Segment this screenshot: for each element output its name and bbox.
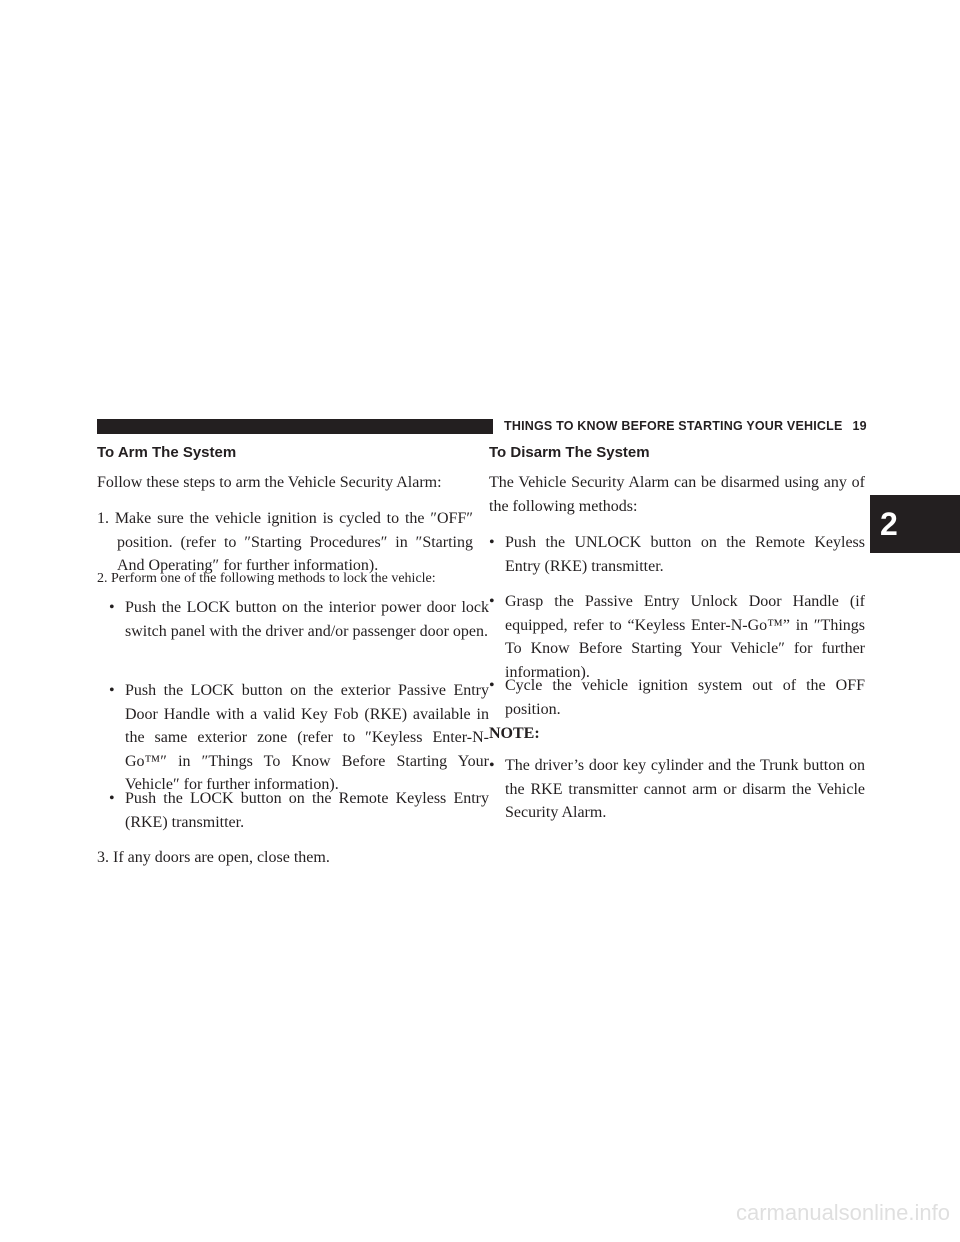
bullet-icon: • xyxy=(109,599,115,616)
page-number: 19 xyxy=(852,419,867,433)
bullet-icon: • xyxy=(109,682,115,699)
disarm-intro: The Vehicle Security Alarm can be disarmed using any of the following methods: xyxy=(489,474,865,515)
bullet-icon: • xyxy=(489,677,495,694)
bullet-icon: • xyxy=(489,593,495,610)
disarm-bullet-3 xyxy=(489,674,865,721)
header-rule xyxy=(97,419,493,434)
header-title: THINGS TO KNOW BEFORE STARTING YOUR VEHICLE xyxy=(504,419,843,433)
arm-bullet-2-text: Push the LOCK button on the exterior Passive Entry Door Handle with a valid Key Fob (RKE) available in the same exterior zone (refer to ″Keyless Enter-N-Go™″ in ″Things To Know Before Starting Your Vehicle″ for further information). xyxy=(125,682,489,793)
running-header xyxy=(504,418,867,435)
arm-bullet-1 xyxy=(109,596,489,643)
note-bullet-1-text: The driver’s door key cylinder and the Trunk button on the RKE transmitter cannot arm or disarm the Vehicle Security Alarm. xyxy=(505,757,865,821)
disarm-bullet-2-text: Grasp the Passive Entry Unlock Door Handle (if equipped, refer to “Keyless Enter-N-Go™” in ″Things To Know Before Starting Your Vehicle″ for further information). xyxy=(505,593,865,681)
disarm-bullet-1 xyxy=(489,531,865,578)
bullet-icon: • xyxy=(489,534,495,551)
bullet-icon: • xyxy=(109,790,115,807)
arm-intro: Follow these steps to arm the Vehicle Security Alarm: xyxy=(97,474,442,491)
disarm-bullet-3-text: Cycle the vehicle ignition system out of the OFF position. xyxy=(505,677,865,718)
note-bullet-1 xyxy=(489,754,865,825)
arm-step-2: 2. Perform one of the following methods to lock the vehicle: xyxy=(97,571,436,586)
note-label: NOTE: xyxy=(489,725,540,742)
bullet-icon: • xyxy=(489,757,495,774)
arm-bullet-2 xyxy=(109,679,489,797)
arm-bullet-3-text: Push the LOCK button on the Remote Keyless Entry (RKE) transmitter. xyxy=(125,790,489,831)
arm-bullet-1-text: Push the LOCK button on the interior power door lock switch panel with the driver and/or passenger door open. xyxy=(125,599,489,640)
arm-bullet-3 xyxy=(109,787,489,834)
watermark: carmanualsonline.info xyxy=(735,1200,950,1225)
chapter-tab[interactable]: 2 xyxy=(870,495,960,553)
disarm-heading: To Disarm The System xyxy=(489,444,650,461)
disarm-bullet-1-text: Push the UNLOCK button on the Remote Keyless Entry (RKE) transmitter. xyxy=(505,534,865,575)
arm-step-3: 3. If any doors are open, close them. xyxy=(97,849,330,866)
arm-step-1: 1. Make sure the vehicle ignition is cycled to the ″OFF″ position. (refer to ″Starting Procedures″ in ″Starting And Operating″ for further information). xyxy=(97,510,473,574)
disarm-bullet-2 xyxy=(489,590,865,684)
arm-heading: To Arm The System xyxy=(97,444,237,461)
